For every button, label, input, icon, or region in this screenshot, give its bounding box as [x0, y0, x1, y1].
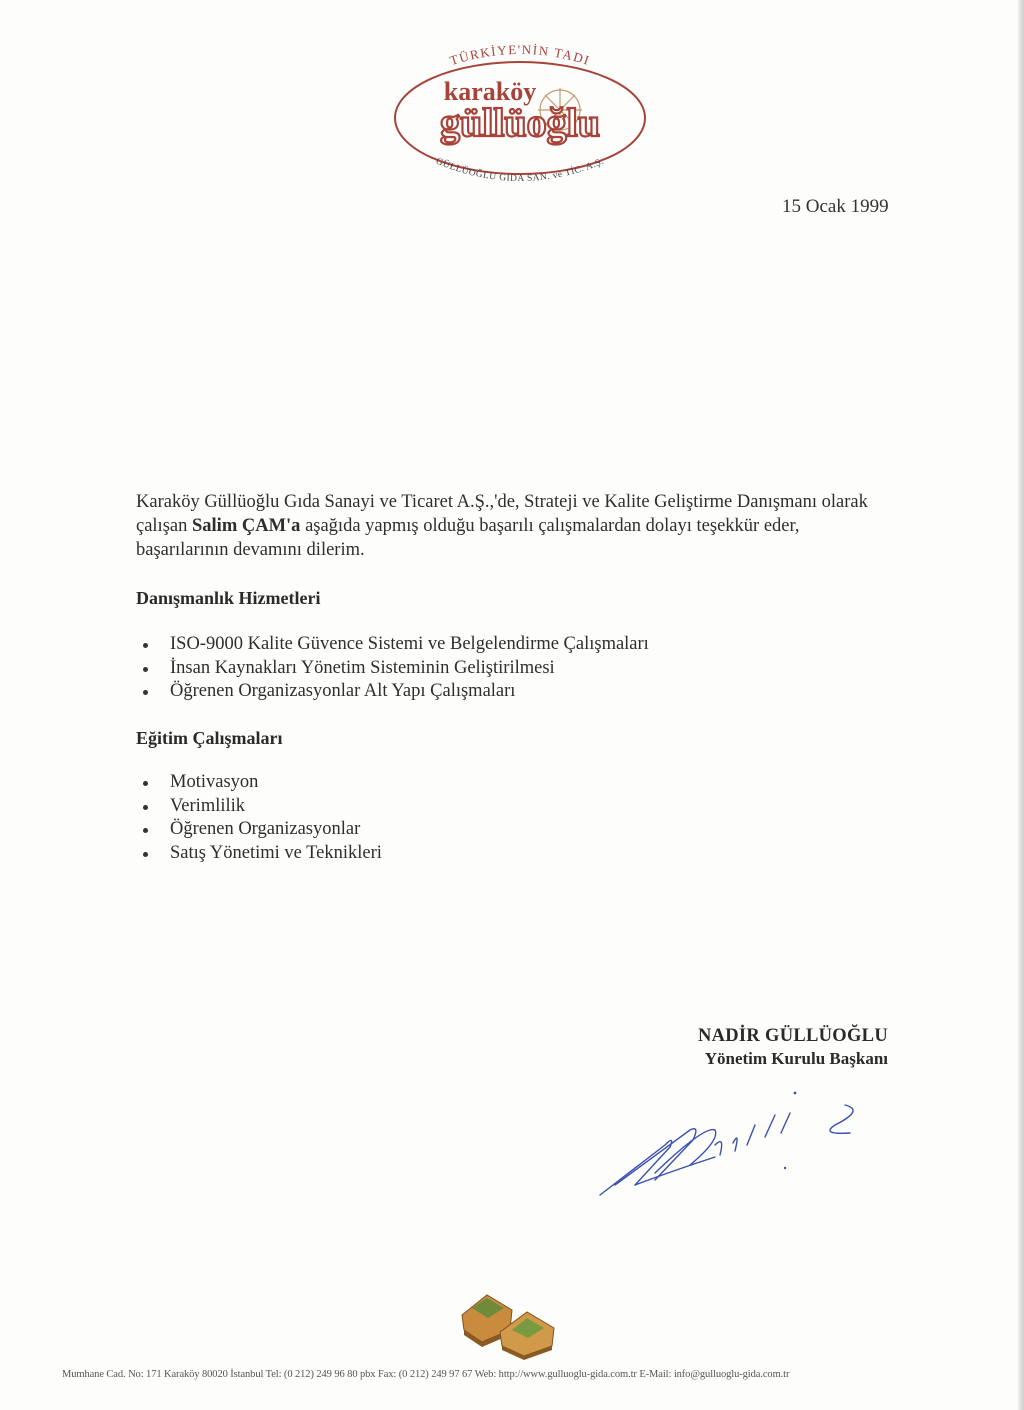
list-item: Verimlilik — [136, 795, 382, 819]
handwritten-signature — [595, 1085, 865, 1200]
consulting-services-list — [136, 633, 649, 704]
svg-text:GÜLLÜOĞLU GIDA SAN. ve TİC. A. — [434, 157, 605, 184]
logo-arc-bottom-text: GÜLLÜOĞLU GIDA SAN. ve TİC. A.Ş. — [434, 156, 606, 185]
section-title-training: Eğitim Çalışmaları — [136, 728, 283, 748]
body-text-part1: Karaköy Güllüoğlu Gıda Sanayi ve Ticaret A.Ş.,'de, Strateji ve Kalite Geliştirme Danışmanı olarak çalışan — [136, 492, 868, 536]
section-title-consulting: Danışmanlık Hizmetleri — [136, 588, 321, 608]
signature-block — [698, 1026, 888, 1069]
list-item: ISO-9000 Kalite Güvence Sistemi ve Belgelendirme Çalışmaları — [136, 633, 649, 657]
list-item: Satış Yönetimi ve Teknikleri — [136, 842, 382, 866]
logo-karakoy-text: karaköy — [443, 77, 537, 106]
paper-edge-shadow — [1018, 0, 1024, 1410]
list-item: Öğrenen Organizasyonlar Alt Yapı Çalışmaları — [136, 680, 649, 704]
signer-title: Yönetim Kurulu Başkanı — [704, 1049, 888, 1068]
gulluoglu-logo — [380, 38, 660, 198]
signer-name: NADİR GÜLLÜOĞLU — [697, 1026, 888, 1046]
body-text-part2: aşağıda yapmış olduğu başarılı çalışmalardan dolayı teşekkür eder, başarılarının devamını dilerim. — [136, 516, 800, 560]
letterhead-footer: Mumhane Cad. No: 171 Karaköy 80020 İstanbul Tel: (0 212) 249 96 80 pbx Fax: (0 212) 249 97 67 Web: http://www.gulluoglu-gida.com.tr E-Mail: info@gulluoglu-gida.com.tr — [62, 1369, 790, 1380]
list-item: Öğrenen Organizasyonlar — [136, 818, 382, 842]
list-item: Motivasyon — [136, 771, 382, 795]
honoree-name: Salim ÇAM'a — [192, 516, 301, 536]
logo-arc-top-text: TÜRKİYE'NİN TADI — [447, 41, 593, 69]
list-item: İnsan Kaynakları Yönetim Sisteminin Geliştirilmesi — [136, 657, 649, 681]
letter-date: 15 Ocak 1999 — [782, 196, 889, 217]
training-list — [136, 771, 382, 865]
baklava-image — [452, 1280, 572, 1360]
letter-body-paragraph — [136, 490, 896, 562]
logo-gulluoglu-text: güllüoğlu — [439, 100, 601, 145]
svg-text:TÜRKİYE'NİN TADI — [448, 42, 592, 68]
